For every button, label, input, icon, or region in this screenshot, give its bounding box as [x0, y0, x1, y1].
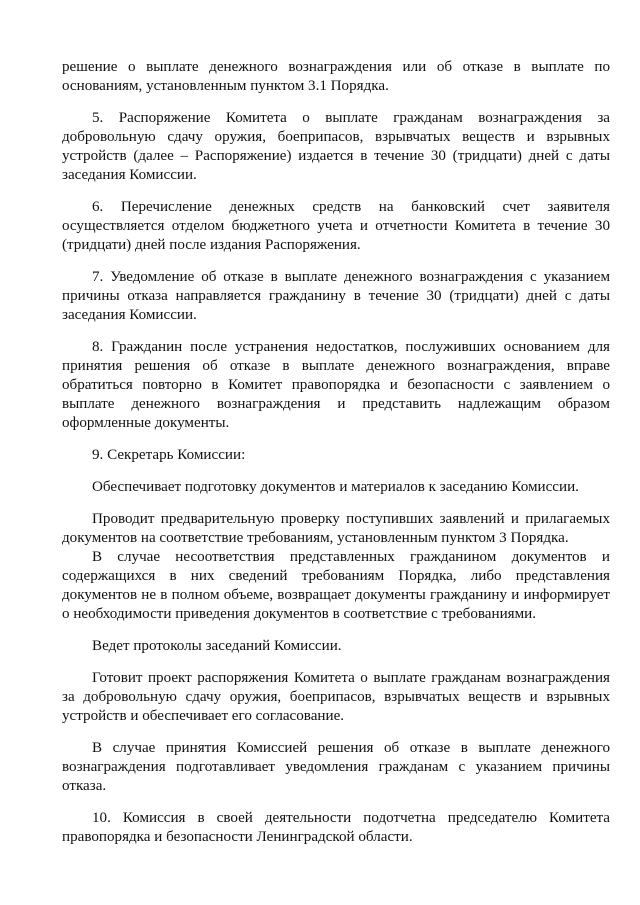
paragraph-continuation: решение о выплате денежного вознаграждения или об отказе в выплате по основаниям, установленным пунктом 3.1 Порядка.	[62, 59, 610, 94]
paragraph-item-8: 8. Гражданин после устранения недостатков, послуживших основанием для принятия решения об отказе в выплате денежного вознаграждения, вправе обратиться повторно в Комитет правопорядка и безопасности с заявлением о выплате денежного вознаграждения и представить надлежащим образом оформленные документы.	[62, 339, 610, 431]
paragraph-secretary-duty-4: Ведет протоколы заседаний Комиссии.	[92, 638, 342, 654]
paragraph-item-10: 10. Комиссия в своей деятельности подотчетна председателю Комитета правопорядка и безопасности Ленинградской области.	[62, 810, 610, 845]
paragraph-secretary-duty-5: Готовит проект распоряжения Комитета о выплате гражданам вознаграждения за добровольную сдачу оружия, боеприпасов, взрывчатых веществ и взрывных устройств и обеспечивает его согласование.	[62, 670, 610, 724]
paragraph-item-7: 7. Уведомление об отказе в выплате денежного вознаграждения с указанием причины отказа направляется гражданину в течение 30 (тридцати) дней с даты заседания Комиссии.	[62, 269, 610, 323]
paragraph-secretary-duty-6: В случае принятия Комиссией решения об отказе в выплате денежного вознаграждения подготавливает уведомления гражданам с указанием причины отказа.	[62, 740, 610, 794]
paragraph-secretary-duty-1: Обеспечивает подготовку документов и материалов к заседанию Комиссии.	[92, 479, 579, 495]
paragraph-item-6: 6. Перечисление денежных средств на банковский счет заявителя осуществляется отделом бюджетного учета и отчетности Комитета в течение 30 (тридцати) дней после издания Распоряжения.	[62, 199, 610, 253]
paragraph-secretary-duty-2: Проводит предварительную проверку поступивших заявлений и прилагаемых документов на соответствие требованиям, установленным пунктом 3 Порядка.	[62, 511, 610, 546]
document-page	[62, 58, 610, 860]
paragraph-item-5: 5. Распоряжение Комитета о выплате гражданам вознаграждения за добровольную сдачу оружия, боеприпасов, взрывчатых веществ и взрывных устройств (далее – Распоряжение) издается в течение 30 (тридцати) дней с даты заседания Комиссии.	[62, 110, 610, 183]
paragraph-secretary-duty-3: В случае несоответствия представленных гражданином документов и содержащихся в них сведений требованиям Порядка, либо представления документов не в полном объеме, возвращает документы гражданину и информирует о необходимости приведения документов в соответствие с требованиями.	[62, 549, 610, 622]
paragraph-item-9: 9. Секретарь Комиссии:	[92, 447, 246, 463]
